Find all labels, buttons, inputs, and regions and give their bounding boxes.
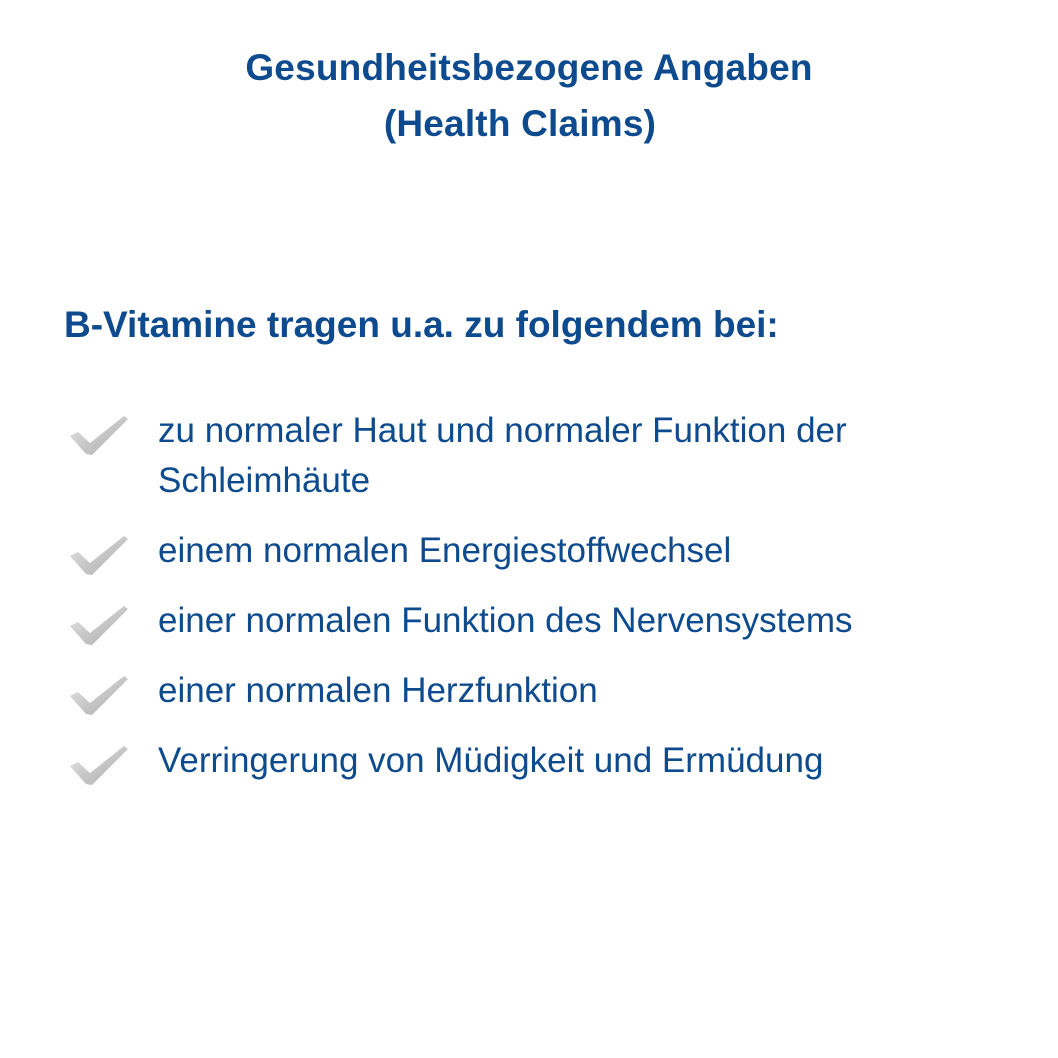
list-item xyxy=(62,526,1022,576)
list-item xyxy=(62,596,1022,646)
checkmark-icon xyxy=(66,742,132,788)
list-item-text: zu normaler Haut und normaler Funktion der Schleimhäute xyxy=(158,411,847,500)
list-item-text: einer normalen Herzfunktion xyxy=(158,671,598,710)
list-item-text: einem normalen Energiestoffwechsel xyxy=(158,531,732,570)
title-line-1: Gesundheitsbezogene Angaben xyxy=(245,47,813,88)
checkmark-icon xyxy=(66,532,132,578)
checkmark-icon xyxy=(66,412,132,458)
list-item xyxy=(62,666,1022,716)
list-item-text: einer normalen Funktion des Nervensystems xyxy=(158,601,853,640)
checkmark-icon xyxy=(66,602,132,648)
list-item xyxy=(62,406,1022,506)
section-heading: B-Vitamine tragen u.a. zu folgendem bei: xyxy=(64,304,779,345)
list-item-text: Verringerung von Müdigkeit und Ermüdung xyxy=(158,741,824,780)
list-item xyxy=(62,736,1022,786)
title-line-2: (Health Claims) xyxy=(383,103,657,144)
page-title xyxy=(0,40,1058,152)
checkmark-icon xyxy=(66,672,132,718)
claims-list xyxy=(62,406,1022,806)
